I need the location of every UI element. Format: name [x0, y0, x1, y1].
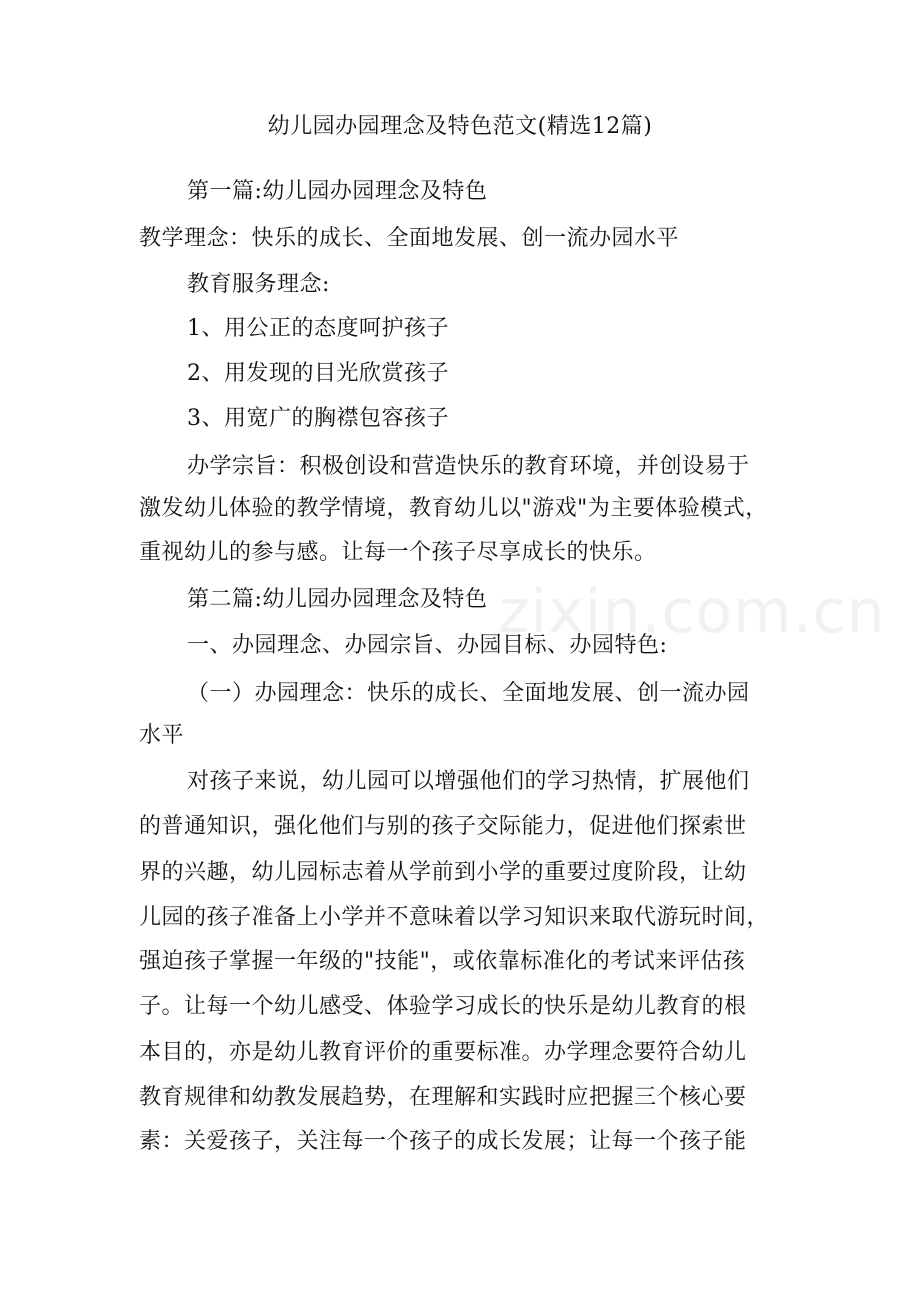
- paragraph-line: 强迫孩子掌握一年级的"技能"，或依靠标准化的考试来评估孩: [139, 949, 746, 974]
- paragraph-line: 的普通知识，强化他们与别的孩子交际能力，促进他们探索世: [139, 814, 747, 839]
- document-title: 幼儿园办园理念及特色范文(精选12篇): [267, 114, 653, 139]
- list-item: 3、用宽广的胸襟包容孩子: [187, 406, 449, 431]
- paragraph-line: 教学理念：快乐的成长、全面地发展、创一流办园水平: [139, 226, 680, 251]
- section-heading-1: 第一篇:幼儿园办园理念及特色: [187, 179, 488, 204]
- paragraph-line: 重视幼儿的参与感。让每一个孩子尽享成长的快乐。: [139, 540, 657, 565]
- paragraph-line: 教育规律和幼教发展趋势，在理解和实践时应把握三个核心要: [139, 1085, 747, 1110]
- paragraph-line: 子。让每一个幼儿感受、体验学习成长的快乐是幼儿教育的根: [139, 994, 747, 1019]
- watermark: zixin.com.cn: [498, 577, 886, 647]
- paragraph-line: （一）办园理念：快乐的成长、全面地发展、创一流办园: [187, 681, 750, 706]
- paragraph-line: 激发幼儿体验的教学情境，教育幼儿以"游戏"为主要体验模式，: [139, 496, 768, 521]
- paragraph-line: 一、办园理念、办园宗旨、办园目标、办园特色:: [187, 633, 668, 658]
- paragraph-line: 素：关爱孩子，关注每一个孩子的成长发展；让每一个孩子能: [139, 1129, 747, 1154]
- paragraph-line: 儿园的孩子准备上小学并不意味着以学习知识来取代游玩时间，: [139, 905, 770, 930]
- paragraph-line: 界的兴趣，幼儿园标志着从学前到小学的重要过度阶段，让幼: [139, 860, 747, 885]
- paragraph-line: 水平: [139, 723, 185, 748]
- paragraph-line: 本目的，亦是幼儿教育评价的重要标准。办学理念要符合幼儿: [139, 1040, 747, 1065]
- list-item: 2、用发现的目光欣赏孩子: [187, 361, 449, 386]
- list-item: 1、用公正的态度呵护孩子: [187, 316, 449, 341]
- paragraph-line: 办学宗旨：积极创设和营造快乐的教育环境，并创设易于: [187, 454, 750, 479]
- paragraph-line: 教育服务理念:: [187, 272, 330, 297]
- paragraph-line: 对孩子来说，幼儿园可以增强他们的学习热情，扩展他们: [187, 769, 750, 794]
- section-heading-2: 第二篇:幼儿园办园理念及特色: [187, 587, 488, 612]
